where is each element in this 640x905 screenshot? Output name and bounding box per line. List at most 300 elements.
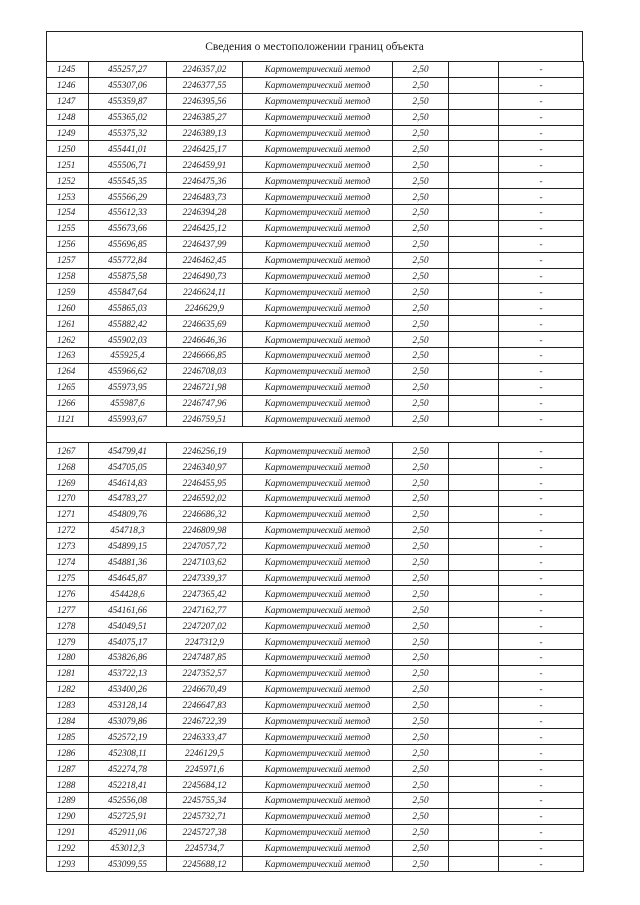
method-cell: Картометрический метод bbox=[243, 395, 393, 411]
description-cell: - bbox=[499, 697, 584, 713]
table-row bbox=[47, 411, 584, 427]
table-row bbox=[47, 761, 584, 777]
method-cell: Картометрический метод bbox=[243, 697, 393, 713]
description-cell: - bbox=[499, 729, 584, 745]
table-row bbox=[47, 649, 584, 665]
empty-cell bbox=[449, 443, 499, 459]
accuracy-cell: 2,50 bbox=[393, 777, 449, 793]
x-coordinate-cell: 455875,58 bbox=[89, 268, 167, 284]
point-number-cell: 1267 bbox=[47, 443, 89, 459]
accuracy-cell: 2,50 bbox=[393, 109, 449, 125]
table-row bbox=[47, 173, 584, 189]
method-cell: Картометрический метод bbox=[243, 189, 393, 205]
table-row bbox=[47, 268, 584, 284]
point-number-cell: 1283 bbox=[47, 697, 89, 713]
point-number-cell: 1272 bbox=[47, 522, 89, 538]
y-coordinate-cell: 2246437,99 bbox=[167, 236, 243, 252]
y-coordinate-cell: 2246455,95 bbox=[167, 475, 243, 491]
y-coordinate-cell: 2246377,55 bbox=[167, 77, 243, 93]
accuracy-cell: 2,50 bbox=[393, 443, 449, 459]
x-coordinate-cell: 454645,87 bbox=[89, 570, 167, 586]
description-cell: - bbox=[499, 300, 584, 316]
description-cell: - bbox=[499, 570, 584, 586]
accuracy-cell: 2,50 bbox=[393, 316, 449, 332]
y-coordinate-cell: 2246462,45 bbox=[167, 252, 243, 268]
accuracy-cell: 2,50 bbox=[393, 189, 449, 205]
empty-cell bbox=[449, 570, 499, 586]
method-cell: Картометрический метод bbox=[243, 491, 393, 507]
method-cell: Картометрический метод bbox=[243, 824, 393, 840]
description-cell: - bbox=[499, 824, 584, 840]
empty-cell bbox=[449, 777, 499, 793]
empty-cell bbox=[449, 284, 499, 300]
table-row bbox=[47, 157, 584, 173]
point-number-cell: 1121 bbox=[47, 411, 89, 427]
point-number-cell: 1250 bbox=[47, 141, 89, 157]
accuracy-cell: 2,50 bbox=[393, 77, 449, 93]
x-coordinate-cell: 455441,01 bbox=[89, 141, 167, 157]
method-cell: Картометрический метод bbox=[243, 586, 393, 602]
x-coordinate-cell: 454075,17 bbox=[89, 634, 167, 650]
table-row bbox=[47, 538, 584, 554]
x-coordinate-cell: 454809,76 bbox=[89, 506, 167, 522]
accuracy-cell: 2,50 bbox=[393, 554, 449, 570]
y-coordinate-cell: 2246490,73 bbox=[167, 268, 243, 284]
table-row bbox=[47, 316, 584, 332]
point-number-cell: 1289 bbox=[47, 792, 89, 808]
accuracy-cell: 2,50 bbox=[393, 475, 449, 491]
table-row bbox=[47, 300, 584, 316]
empty-cell bbox=[449, 792, 499, 808]
table-row bbox=[47, 205, 584, 221]
table-row bbox=[47, 379, 584, 395]
y-coordinate-cell: 2245684,12 bbox=[167, 777, 243, 793]
point-number-cell: 1287 bbox=[47, 761, 89, 777]
method-cell: Картометрический метод bbox=[243, 332, 393, 348]
accuracy-cell: 2,50 bbox=[393, 252, 449, 268]
point-number-cell: 1270 bbox=[47, 491, 89, 507]
accuracy-cell: 2,50 bbox=[393, 729, 449, 745]
empty-cell bbox=[449, 681, 499, 697]
y-coordinate-cell: 2246629,9 bbox=[167, 300, 243, 316]
accuracy-cell: 2,50 bbox=[393, 522, 449, 538]
empty-cell bbox=[449, 109, 499, 125]
x-coordinate-cell: 453128,14 bbox=[89, 697, 167, 713]
y-coordinate-cell: 2247312,9 bbox=[167, 634, 243, 650]
method-cell: Картометрический метод bbox=[243, 602, 393, 618]
x-coordinate-cell: 455973,95 bbox=[89, 379, 167, 395]
point-number-cell: 1251 bbox=[47, 157, 89, 173]
method-cell: Картометрический метод bbox=[243, 713, 393, 729]
point-number-cell: 1282 bbox=[47, 681, 89, 697]
description-cell: - bbox=[499, 173, 584, 189]
x-coordinate-cell: 455506,71 bbox=[89, 157, 167, 173]
table-row bbox=[47, 729, 584, 745]
method-cell: Картометрический метод bbox=[243, 634, 393, 650]
description-cell: - bbox=[499, 141, 584, 157]
accuracy-cell: 2,50 bbox=[393, 824, 449, 840]
y-coordinate-cell: 2247057,72 bbox=[167, 538, 243, 554]
point-number-cell: 1268 bbox=[47, 459, 89, 475]
table-row bbox=[47, 586, 584, 602]
point-number-cell: 1260 bbox=[47, 300, 89, 316]
x-coordinate-cell: 453012,3 bbox=[89, 840, 167, 856]
table-row bbox=[47, 252, 584, 268]
empty-cell bbox=[449, 125, 499, 141]
accuracy-cell: 2,50 bbox=[393, 157, 449, 173]
table-row bbox=[47, 681, 584, 697]
x-coordinate-cell: 454718,3 bbox=[89, 522, 167, 538]
description-cell: - bbox=[499, 586, 584, 602]
x-coordinate-cell: 455696,85 bbox=[89, 236, 167, 252]
description-cell: - bbox=[499, 713, 584, 729]
method-cell: Картометрический метод bbox=[243, 173, 393, 189]
table-row bbox=[47, 808, 584, 824]
empty-cell bbox=[449, 586, 499, 602]
description-cell: - bbox=[499, 475, 584, 491]
accuracy-cell: 2,50 bbox=[393, 220, 449, 236]
x-coordinate-cell: 455673,66 bbox=[89, 220, 167, 236]
method-cell: Картометрический метод bbox=[243, 77, 393, 93]
description-cell: - bbox=[499, 618, 584, 634]
point-number-cell: 1275 bbox=[47, 570, 89, 586]
y-coordinate-cell: 2246747,96 bbox=[167, 395, 243, 411]
x-coordinate-cell: 455847,64 bbox=[89, 284, 167, 300]
accuracy-cell: 2,50 bbox=[393, 491, 449, 507]
y-coordinate-cell: 2245734,7 bbox=[167, 840, 243, 856]
table-row bbox=[47, 602, 584, 618]
empty-cell bbox=[449, 618, 499, 634]
accuracy-cell: 2,50 bbox=[393, 205, 449, 221]
x-coordinate-cell: 454428,6 bbox=[89, 586, 167, 602]
y-coordinate-cell: 2247352,57 bbox=[167, 665, 243, 681]
y-coordinate-cell: 2246624,11 bbox=[167, 284, 243, 300]
description-cell: - bbox=[499, 745, 584, 761]
description-cell: - bbox=[499, 348, 584, 364]
x-coordinate-cell: 454881,36 bbox=[89, 554, 167, 570]
table-row bbox=[47, 491, 584, 507]
accuracy-cell: 2,50 bbox=[393, 602, 449, 618]
x-coordinate-cell: 454049,51 bbox=[89, 618, 167, 634]
empty-cell bbox=[449, 395, 499, 411]
point-number-cell: 1266 bbox=[47, 395, 89, 411]
y-coordinate-cell: 2246395,56 bbox=[167, 93, 243, 109]
empty-cell bbox=[449, 840, 499, 856]
y-coordinate-cell: 2246394,28 bbox=[167, 205, 243, 221]
empty-cell bbox=[449, 332, 499, 348]
empty-cell bbox=[449, 649, 499, 665]
empty-cell bbox=[449, 316, 499, 332]
table-row bbox=[47, 570, 584, 586]
table-row bbox=[47, 856, 584, 872]
empty-cell bbox=[449, 634, 499, 650]
empty-cell bbox=[449, 729, 499, 745]
y-coordinate-cell: 2245727,38 bbox=[167, 824, 243, 840]
description-cell: - bbox=[499, 808, 584, 824]
x-coordinate-cell: 455612,33 bbox=[89, 205, 167, 221]
accuracy-cell: 2,50 bbox=[393, 141, 449, 157]
x-coordinate-cell: 455257,27 bbox=[89, 62, 167, 78]
empty-cell bbox=[449, 697, 499, 713]
x-coordinate-cell: 454705,05 bbox=[89, 459, 167, 475]
table-row bbox=[47, 713, 584, 729]
empty-cell bbox=[449, 62, 499, 78]
description-cell: - bbox=[499, 840, 584, 856]
table-row bbox=[47, 634, 584, 650]
table-row bbox=[47, 840, 584, 856]
point-number-cell: 1263 bbox=[47, 348, 89, 364]
empty-cell bbox=[449, 157, 499, 173]
method-cell: Картометрический метод bbox=[243, 109, 393, 125]
x-coordinate-cell: 453826,86 bbox=[89, 649, 167, 665]
description-cell: - bbox=[499, 205, 584, 221]
method-cell: Картометрический метод bbox=[243, 363, 393, 379]
description-cell: - bbox=[499, 491, 584, 507]
method-cell: Картометрический метод bbox=[243, 681, 393, 697]
method-cell: Картометрический метод bbox=[243, 236, 393, 252]
table-row bbox=[47, 554, 584, 570]
method-cell: Картометрический метод bbox=[243, 665, 393, 681]
x-coordinate-cell: 454783,27 bbox=[89, 491, 167, 507]
description-cell: - bbox=[499, 220, 584, 236]
point-number-cell: 1259 bbox=[47, 284, 89, 300]
y-coordinate-cell: 2246475,36 bbox=[167, 173, 243, 189]
table-row bbox=[47, 745, 584, 761]
method-cell: Картометрический метод bbox=[243, 570, 393, 586]
separator-cell bbox=[47, 427, 584, 443]
point-number-cell: 1286 bbox=[47, 745, 89, 761]
accuracy-cell: 2,50 bbox=[393, 173, 449, 189]
description-cell: - bbox=[499, 856, 584, 872]
description-cell: - bbox=[499, 634, 584, 650]
point-number-cell: 1285 bbox=[47, 729, 89, 745]
description-cell: - bbox=[499, 157, 584, 173]
y-coordinate-cell: 2246129,5 bbox=[167, 745, 243, 761]
y-coordinate-cell: 2246646,36 bbox=[167, 332, 243, 348]
description-cell: - bbox=[499, 665, 584, 681]
method-cell: Картометрический метод bbox=[243, 93, 393, 109]
y-coordinate-cell: 2246722,39 bbox=[167, 713, 243, 729]
table-row bbox=[47, 475, 584, 491]
point-number-cell: 1288 bbox=[47, 777, 89, 793]
table-row bbox=[47, 395, 584, 411]
accuracy-cell: 2,50 bbox=[393, 713, 449, 729]
y-coordinate-cell: 2247487,85 bbox=[167, 649, 243, 665]
empty-cell bbox=[449, 713, 499, 729]
y-coordinate-cell: 2246425,17 bbox=[167, 141, 243, 157]
accuracy-cell: 2,50 bbox=[393, 538, 449, 554]
method-cell: Картометрический метод bbox=[243, 443, 393, 459]
accuracy-cell: 2,50 bbox=[393, 62, 449, 78]
method-cell: Картометрический метод bbox=[243, 761, 393, 777]
accuracy-cell: 2,50 bbox=[393, 506, 449, 522]
point-number-cell: 1252 bbox=[47, 173, 89, 189]
x-coordinate-cell: 455993,67 bbox=[89, 411, 167, 427]
point-number-cell: 1277 bbox=[47, 602, 89, 618]
point-number-cell: 1269 bbox=[47, 475, 89, 491]
empty-cell bbox=[449, 189, 499, 205]
accuracy-cell: 2,50 bbox=[393, 348, 449, 364]
y-coordinate-cell: 2247162,77 bbox=[167, 602, 243, 618]
y-coordinate-cell: 2246483,73 bbox=[167, 189, 243, 205]
description-cell: - bbox=[499, 443, 584, 459]
empty-cell bbox=[449, 379, 499, 395]
table-row bbox=[47, 618, 584, 634]
description-cell: - bbox=[499, 395, 584, 411]
method-cell: Картометрический метод bbox=[243, 348, 393, 364]
y-coordinate-cell: 2245732,71 bbox=[167, 808, 243, 824]
empty-cell bbox=[449, 363, 499, 379]
point-number-cell: 1284 bbox=[47, 713, 89, 729]
y-coordinate-cell: 2246357,02 bbox=[167, 62, 243, 78]
coordinates-table-body bbox=[47, 62, 584, 872]
method-cell: Картометрический метод bbox=[243, 808, 393, 824]
y-coordinate-cell: 2246256,19 bbox=[167, 443, 243, 459]
method-cell: Картометрический метод bbox=[243, 157, 393, 173]
empty-cell bbox=[449, 506, 499, 522]
point-number-cell: 1290 bbox=[47, 808, 89, 824]
x-coordinate-cell: 455902,03 bbox=[89, 332, 167, 348]
empty-cell bbox=[449, 602, 499, 618]
description-cell: - bbox=[499, 681, 584, 697]
x-coordinate-cell: 452556,08 bbox=[89, 792, 167, 808]
point-number-cell: 1258 bbox=[47, 268, 89, 284]
description-cell: - bbox=[499, 761, 584, 777]
point-number-cell: 1280 bbox=[47, 649, 89, 665]
point-number-cell: 1248 bbox=[47, 109, 89, 125]
empty-cell bbox=[449, 205, 499, 221]
accuracy-cell: 2,50 bbox=[393, 93, 449, 109]
description-cell: - bbox=[499, 522, 584, 538]
accuracy-cell: 2,50 bbox=[393, 300, 449, 316]
description-cell: - bbox=[499, 189, 584, 205]
method-cell: Картометрический метод bbox=[243, 459, 393, 475]
x-coordinate-cell: 452572,19 bbox=[89, 729, 167, 745]
description-cell: - bbox=[499, 236, 584, 252]
point-number-cell: 1271 bbox=[47, 506, 89, 522]
y-coordinate-cell: 2246666,85 bbox=[167, 348, 243, 364]
x-coordinate-cell: 454161,66 bbox=[89, 602, 167, 618]
point-number-cell: 1253 bbox=[47, 189, 89, 205]
y-coordinate-cell: 2246759,51 bbox=[167, 411, 243, 427]
method-cell: Картометрический метод bbox=[243, 252, 393, 268]
y-coordinate-cell: 2246686,32 bbox=[167, 506, 243, 522]
table-row bbox=[47, 506, 584, 522]
method-cell: Картометрический метод bbox=[243, 618, 393, 634]
empty-cell bbox=[449, 475, 499, 491]
table-row bbox=[47, 824, 584, 840]
description-cell: - bbox=[499, 316, 584, 332]
method-cell: Картометрический метод bbox=[243, 141, 393, 157]
point-number-cell: 1273 bbox=[47, 538, 89, 554]
method-cell: Картометрический метод bbox=[243, 522, 393, 538]
method-cell: Картометрический метод bbox=[243, 538, 393, 554]
description-cell: - bbox=[499, 252, 584, 268]
accuracy-cell: 2,50 bbox=[393, 284, 449, 300]
point-number-cell: 1265 bbox=[47, 379, 89, 395]
description-cell: - bbox=[499, 363, 584, 379]
description-cell: - bbox=[499, 125, 584, 141]
table-row bbox=[47, 522, 584, 538]
empty-cell bbox=[449, 745, 499, 761]
x-coordinate-cell: 455365,02 bbox=[89, 109, 167, 125]
table-row bbox=[47, 220, 584, 236]
x-coordinate-cell: 452218,41 bbox=[89, 777, 167, 793]
table-row bbox=[47, 109, 584, 125]
table-row bbox=[47, 348, 584, 364]
point-number-cell: 1276 bbox=[47, 586, 89, 602]
point-number-cell: 1261 bbox=[47, 316, 89, 332]
table-row bbox=[47, 236, 584, 252]
description-cell: - bbox=[499, 411, 584, 427]
point-number-cell: 1291 bbox=[47, 824, 89, 840]
y-coordinate-cell: 2245755,34 bbox=[167, 792, 243, 808]
description-cell: - bbox=[499, 109, 584, 125]
description-cell: - bbox=[499, 506, 584, 522]
x-coordinate-cell: 453722,13 bbox=[89, 665, 167, 681]
x-coordinate-cell: 455307,06 bbox=[89, 77, 167, 93]
point-number-cell: 1256 bbox=[47, 236, 89, 252]
description-cell: - bbox=[499, 62, 584, 78]
description-cell: - bbox=[499, 649, 584, 665]
point-number-cell: 1254 bbox=[47, 205, 89, 221]
description-cell: - bbox=[499, 332, 584, 348]
accuracy-cell: 2,50 bbox=[393, 395, 449, 411]
accuracy-cell: 2,50 bbox=[393, 459, 449, 475]
description-cell: - bbox=[499, 538, 584, 554]
method-cell: Картометрический метод bbox=[243, 649, 393, 665]
accuracy-cell: 2,50 bbox=[393, 618, 449, 634]
table-row bbox=[47, 141, 584, 157]
x-coordinate-cell: 454799,41 bbox=[89, 443, 167, 459]
empty-cell bbox=[449, 856, 499, 872]
accuracy-cell: 2,50 bbox=[393, 745, 449, 761]
description-cell: - bbox=[499, 792, 584, 808]
empty-cell bbox=[449, 220, 499, 236]
accuracy-cell: 2,50 bbox=[393, 856, 449, 872]
y-coordinate-cell: 2247103,62 bbox=[167, 554, 243, 570]
x-coordinate-cell: 452911,06 bbox=[89, 824, 167, 840]
point-number-cell: 1257 bbox=[47, 252, 89, 268]
accuracy-cell: 2,50 bbox=[393, 840, 449, 856]
empty-cell bbox=[449, 141, 499, 157]
accuracy-cell: 2,50 bbox=[393, 634, 449, 650]
accuracy-cell: 2,50 bbox=[393, 681, 449, 697]
x-coordinate-cell: 455375,32 bbox=[89, 125, 167, 141]
empty-cell bbox=[449, 522, 499, 538]
method-cell: Картометрический метод bbox=[243, 554, 393, 570]
x-coordinate-cell: 455566,29 bbox=[89, 189, 167, 205]
x-coordinate-cell: 453079,86 bbox=[89, 713, 167, 729]
point-number-cell: 1262 bbox=[47, 332, 89, 348]
method-cell: Картометрический метод bbox=[243, 856, 393, 872]
accuracy-cell: 2,50 bbox=[393, 697, 449, 713]
method-cell: Картометрический метод bbox=[243, 300, 393, 316]
y-coordinate-cell: 2245971,6 bbox=[167, 761, 243, 777]
x-coordinate-cell: 455882,42 bbox=[89, 316, 167, 332]
accuracy-cell: 2,50 bbox=[393, 792, 449, 808]
table-row bbox=[47, 77, 584, 93]
description-cell: - bbox=[499, 602, 584, 618]
empty-cell bbox=[449, 236, 499, 252]
method-cell: Картометрический метод bbox=[243, 729, 393, 745]
empty-cell bbox=[449, 824, 499, 840]
method-cell: Картометрический метод bbox=[243, 475, 393, 491]
method-cell: Картометрический метод bbox=[243, 316, 393, 332]
x-coordinate-cell: 455772,84 bbox=[89, 252, 167, 268]
table-row bbox=[47, 792, 584, 808]
y-coordinate-cell: 2246721,98 bbox=[167, 379, 243, 395]
